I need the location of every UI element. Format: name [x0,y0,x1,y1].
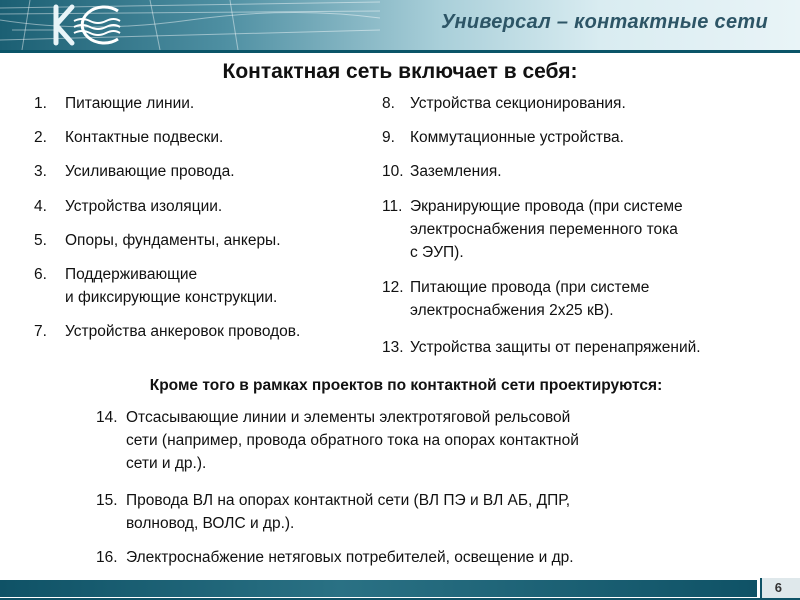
list-item-number: 8. [382,95,395,112]
universal-logo-icon [52,3,132,47]
list-item-number: 1. [34,95,47,112]
header-title: Универсал – контактные сети [441,11,768,33]
list-item-text: Усиливающие провода. [65,163,235,180]
list-item-text: Отсасывающие линии и элементы электротяговой рельсовой [126,409,571,426]
page-number: 6 [774,580,782,595]
list-item-number: 12. [382,279,404,296]
list-item-text: Электроснабжение нетяговых потребителей, освещение и др. [126,549,574,566]
list-item-text: Коммутационные устройства. [410,129,624,146]
list-item-number: 11. [382,198,403,215]
list-item-text: Опоры, фундаменты, анкеры. [65,232,281,249]
list-item-number: 13. [382,339,404,356]
list-item-text: Питающие провода (при системе [410,279,650,296]
list-item-text: сети и др.). [126,455,207,472]
list-item-number: 16. [96,549,118,566]
list-item-text: Провода ВЛ на опорах контактной сети (ВЛ ПЭ и ВЛ АБ, ДПР, [126,492,571,509]
list-item-text: Контактные подвески. [65,129,224,146]
list-item-text: Заземления. [410,163,502,180]
list-item-text: сети (например, провода обратного тока на опорах контактной [126,432,579,449]
list-item-text: электроснабжения переменного тока [410,221,678,238]
slide-title: Контактная сеть включает в себя: [222,60,578,83]
header-divider [0,50,800,53]
list-item-number: 6. [34,266,47,283]
list-item-number: 4. [34,198,47,215]
list-item-number: 2. [34,129,47,146]
list-item-number: 3. [34,163,47,180]
header-bar [0,0,800,50]
list-item-text: Питающие линии. [65,95,195,112]
list-item-text: Устройства анкеровок проводов. [65,323,301,340]
list-item-number: 10. [382,163,404,180]
footer-stripe [0,580,757,597]
list-item-number: 14. [96,409,118,426]
list-item-text: Устройства защиты от перенапряжений. [410,339,701,356]
list-item-number: 15. [96,492,118,509]
list-item-text: с ЭУП). [410,244,464,261]
list-item-number: 9. [382,129,395,146]
list-item-text: Устройства изоляции. [65,198,223,215]
list-item-text: Устройства секционирования. [410,95,626,112]
list-item-text: и фиксирующие конструкции. [65,289,278,306]
footer-bar [0,578,800,600]
list-item-number: 7. [34,323,47,340]
page-number-box [760,578,800,598]
list-item-text: Экранирующие провода (при системе [410,198,683,215]
list-item-text: волновод, ВОЛС и др.). [126,515,295,532]
extra-heading: Кроме того в рамках проектов по контактной сети проектируются: [149,377,663,394]
list-item-text: электроснабжения 2х25 кВ). [410,302,614,319]
list-item-number: 5. [34,232,47,249]
list-item-text: Поддерживающие [65,266,198,283]
